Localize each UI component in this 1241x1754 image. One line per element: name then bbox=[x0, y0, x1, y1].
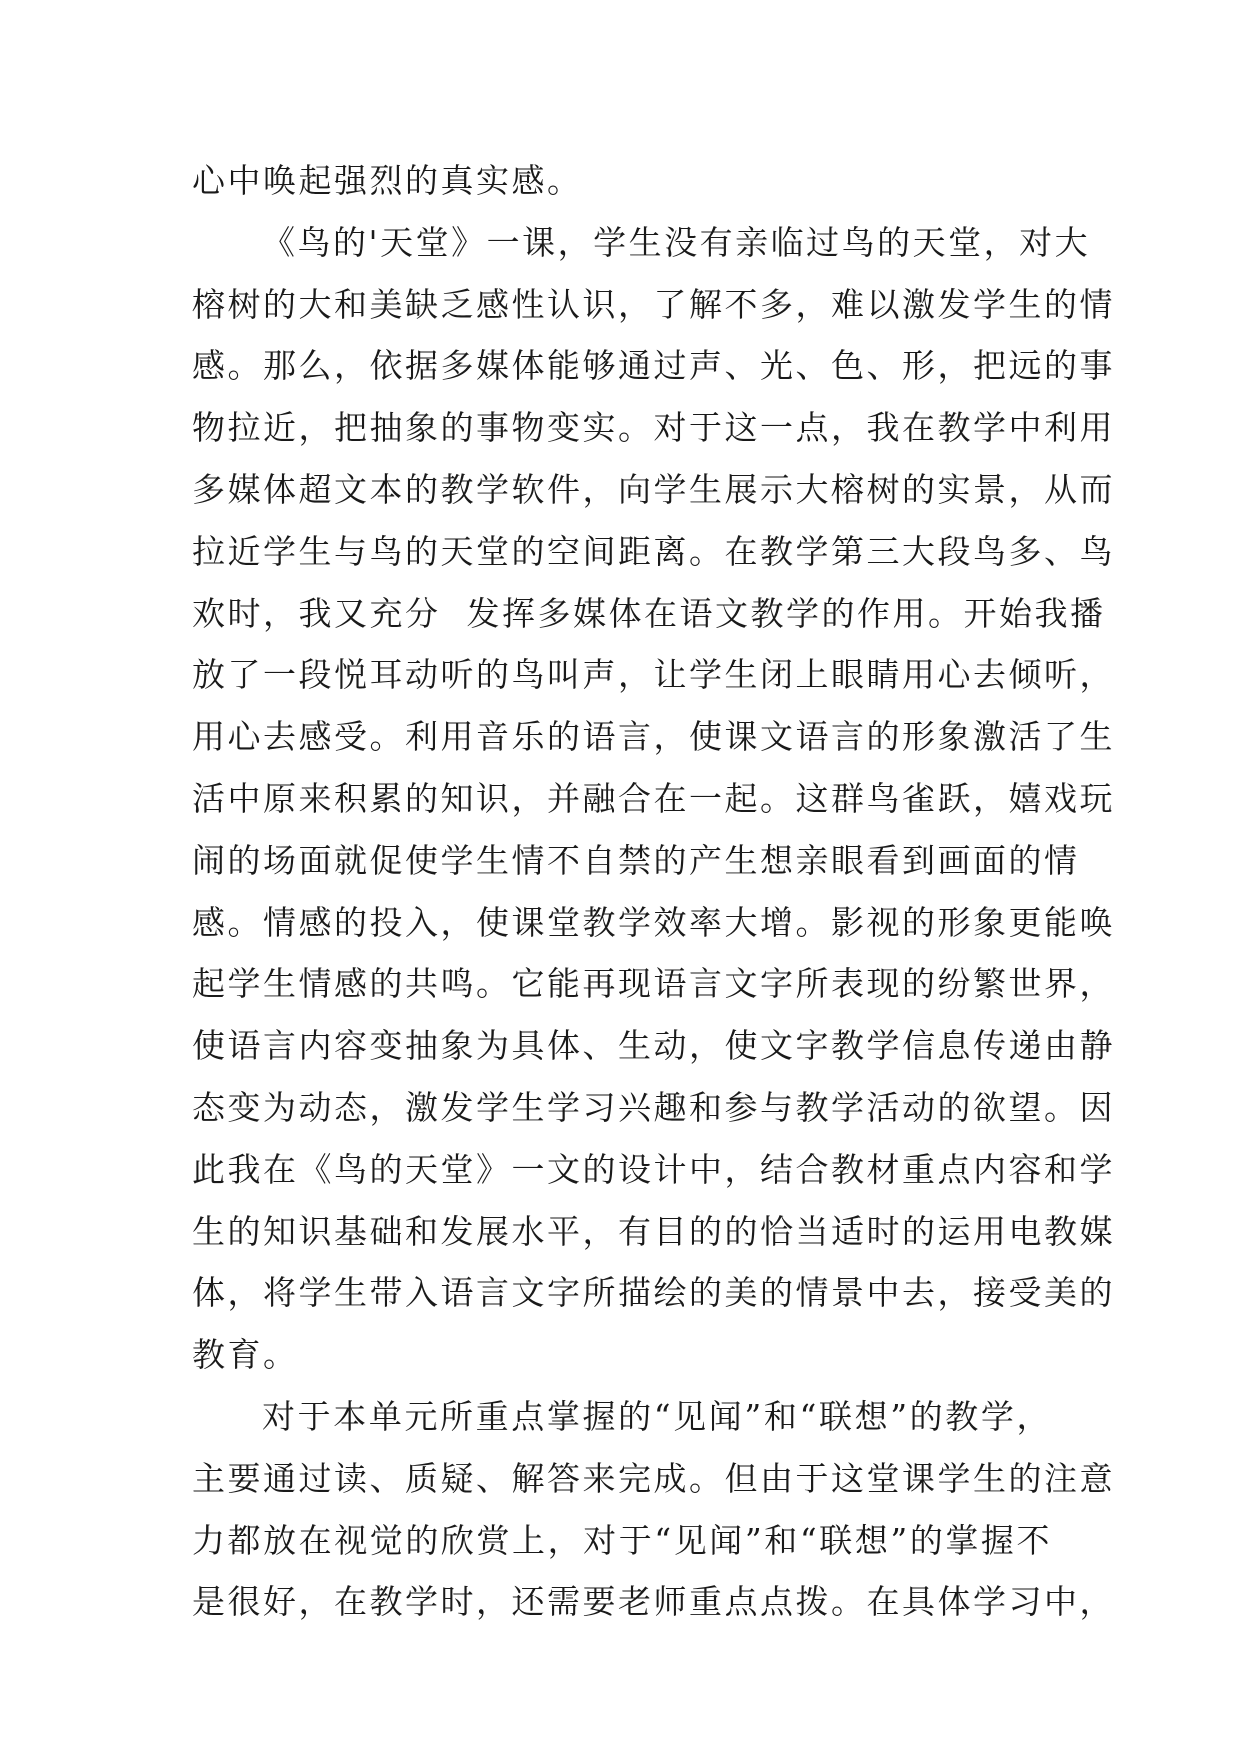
text-line: 此我在《鸟的天堂》一文的设计中，结合教材重点内容和学 bbox=[192, 1149, 1115, 1189]
text-line: 是很好，在教学时，还需要老师重点点拨。在具体学习中， bbox=[192, 1582, 1115, 1622]
text-line: 活中原来积累的知识，并融合在一起。这群鸟雀跃，嬉戏玩 bbox=[192, 778, 1115, 818]
text-line: 用心去感受。利用音乐的语言，使课文语言的形象激活了生 bbox=[192, 717, 1115, 757]
text-line: 体，将学生带入语言文字所描绘的美的情景中去，接受美的 bbox=[192, 1273, 1115, 1313]
text-line: 使语言内容变抽象为具体、生动，使文字教学信息传递由静 bbox=[192, 1026, 1115, 1066]
body-text bbox=[192, 150, 1115, 1633]
text-line: 心中唤起强烈的真实感。 bbox=[192, 161, 583, 200]
text-line: 教育。 bbox=[192, 1335, 299, 1375]
text-line: 起学生情感的共鸣。它能再现语言文字所表现的纷繁世界， bbox=[192, 964, 1115, 1004]
text-line: 欢时，我又充分 发挥多媒体在语文教学的作用。开始我播 bbox=[192, 593, 1106, 633]
text-line: 感。情感的投入，使课堂教学效率大增。影视的形象更能唤 bbox=[192, 902, 1115, 942]
text-line: 主要通过读、质疑、解答来完成。但由于这堂课学生的注意 bbox=[192, 1458, 1115, 1498]
paragraph-first-line: 对于本单元所重点掌握的“见闻”和“联想”的教学， bbox=[262, 1396, 1052, 1436]
text-line: 放了一段悦耳动听的鸟叫声，让学生闭上眼睛用心去倾听， bbox=[192, 655, 1115, 695]
text-line: 物拉近，把抽象的事物变实。对于这一点，我在教学中利用 bbox=[192, 408, 1115, 448]
text-line: 态变为动态，激发学生学习兴趣和参与教学活动的欲望。因 bbox=[192, 1087, 1115, 1127]
text-line: 感。那么，依据多媒体能够通过声、光、色、形，把远的事 bbox=[192, 346, 1115, 386]
paragraph-first-line: 《鸟的'天堂》一课，学生没有亲临过鸟的天堂，对大 bbox=[262, 222, 1091, 262]
text-line: 榕树的大和美缺乏感性认识，了解不多，难以激发学生的情 bbox=[192, 284, 1115, 324]
text-line: 闹的场面就促使学生情不自禁的产生想亲眼看到画面的情 bbox=[192, 840, 1080, 880]
text-line: 拉近学生与鸟的天堂的空间距离。在教学第三大段鸟多、鸟 bbox=[192, 531, 1115, 571]
text-line: 力都放在视觉的欣赏上，对于“见闻”和“联想”的掌握不 bbox=[192, 1520, 1052, 1560]
text-line: 多媒体超文本的教学软件，向学生展示大榕树的实景，从而 bbox=[192, 469, 1115, 509]
text-line: 生的知识基础和发展水平，有目的的恰当适时的运用电教媒 bbox=[192, 1211, 1115, 1251]
